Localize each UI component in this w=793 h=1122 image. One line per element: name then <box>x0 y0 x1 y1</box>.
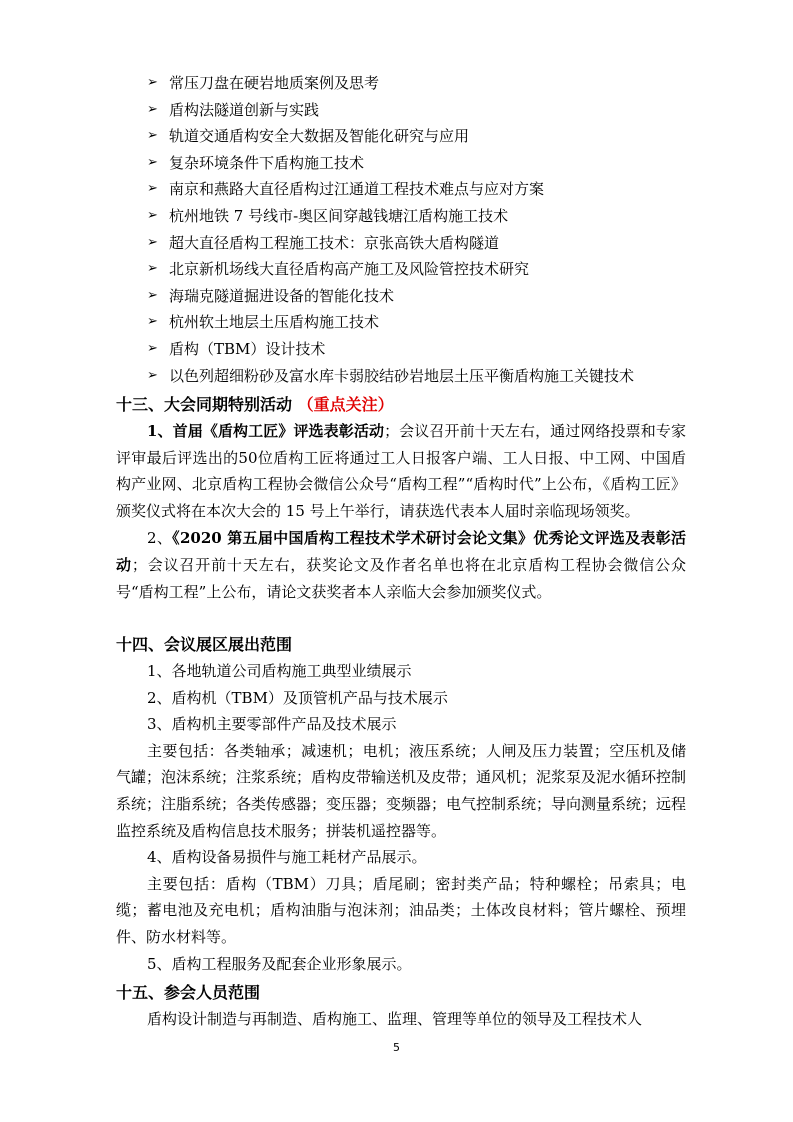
section-13-heading: 十三、大会同期特别活动 （重点关注） <box>116 395 394 414</box>
arrow-bullet-icon: ➢ <box>147 128 158 144</box>
section-15-text: 盾构设计制造与再制造、盾构施工、监理、管理等单位的领导及工程技术人 <box>147 1010 643 1028</box>
exhibit-item-3: 3、盾构机主要零部件产品及技术展示 <box>147 715 397 734</box>
list-item: ➢ 北京新机场线大直径盾构高产施工及风险管控技术研究 <box>147 256 707 283</box>
section-15 <box>116 979 686 1033</box>
section-14-heading: 十四、会议展区展出范围 <box>116 635 293 654</box>
list-item: ➢ 杭州地铁 7 号线市-奥区间穿越钱塘江盾构施工技术 <box>147 203 707 230</box>
arrow-bullet-icon: ➢ <box>147 181 158 197</box>
arrow-bullet-icon: ➢ <box>147 154 158 170</box>
list-item: ➢ 常压刀盘在硬岩地质案例及思考 <box>147 70 707 97</box>
list-item: ➢ 杭州软土地层土压盾构施工技术 <box>147 309 707 336</box>
arrow-bullet-icon: ➢ <box>147 101 158 117</box>
arrow-bullet-icon: ➢ <box>147 367 158 383</box>
arrow-bullet-icon: ➢ <box>147 287 158 303</box>
arrow-bullet-icon: ➢ <box>147 340 158 356</box>
exhibit-item-3-detail: 主要包括：各类轴承；减速机；电机；液压系统；人闸及压力装置；空压机及储气罐；泡沫系统；注浆系统；盾构皮带输送机及皮带；通风机；泥浆泵及泥水循环控制系统；注脂系统；各类传感器；变压器；变频器；电气控制系统；导向测量系统；远程监控系统及盾构信息技术服务；拼装机遥控器等。 <box>116 741 687 840</box>
section-13-paragraph-2: 2、《2020 第五届中国盾构工程技术学术研讨会论文集》优秀论文评选及表彰活动；会议召开前十天左右，获奖论文及作者名单也将在北京盾构工程协会微信公众号“盾构工程”上公布，请论文获奖者本人亲临大会参加颁奖仪式。 <box>116 529 686 601</box>
arrow-bullet-icon: ➢ <box>147 234 158 250</box>
arrow-bullet-icon: ➢ <box>147 75 158 90</box>
list-item: ➢ 海瑞克隧道掘进设备的智能化技术 <box>147 283 707 310</box>
arrow-bullet-icon: ➢ <box>147 261 158 277</box>
exhibit-item-5: 5、盾构工程服务及配套企业形象展示。 <box>147 954 412 973</box>
exhibit-item-2: 2、盾构机（TBM）及顶管机产品与技术展示 <box>147 688 448 707</box>
highlight-tag: （重点关注） <box>297 395 394 414</box>
list-item: ➢ 盾构（TBM）设计技术 <box>147 336 707 363</box>
exhibit-item-4-detail: 主要包括：盾构（TBM）刀具；盾尾刷；密封类产品；特种螺栓；吊索具；电缆；蓄电池及充电机；盾构油脂与泡沫剂；油品类；土体改良材料；管片螺栓、预埋件、防水材料等。 <box>116 874 686 946</box>
section-13-paragraph-1: 1、首届《盾构工匠》评选表彰活动；会议召开前十天左右，通过网络投票和专家评审最后评选出的50位盾构工匠将通过工人日报客户端、工人日报、中工网、中国盾构产业网、北京盾构工程协会微信公众号“盾构工程”“盾构时代”上公布，《盾构工匠》颁奖仪式将在本次大会的 15 号上午举行，请获选代表本人届时亲临现场领奖。 <box>116 422 686 520</box>
list-item: ➢ 超大直径盾构工程施工技术：京张高铁大盾构隧道 <box>147 230 707 257</box>
topic-bullet-list <box>147 70 707 389</box>
arrow-bullet-icon: ➢ <box>147 314 158 330</box>
section-13 <box>116 391 686 605</box>
list-item: ➢ 盾构法隧道创新与实践 <box>147 97 707 124</box>
list-item: ➢ 轨道交通盾构安全大数据及智能化研究与应用 <box>147 123 707 150</box>
exhibit-item-1: 1、各地轨道公司盾构施工典型业绩展示 <box>147 662 412 680</box>
list-item: ➢ 复杂环境条件下盾构施工技术 <box>147 150 707 177</box>
list-item: ➢ 南京和燕路大直径盾构过江通道工程技术难点与应对方案 <box>147 176 707 203</box>
arrow-bullet-icon: ➢ <box>147 207 158 223</box>
section-14 <box>116 631 686 977</box>
section-15-heading: 十五、参会人员范围 <box>116 983 261 1002</box>
page-number: 5 <box>393 1041 400 1054</box>
list-item: ➢ 以色列超细粉砂及富水库卡弱胶结砂岩地层土压平衡盾构施工关键技术 <box>147 363 707 390</box>
exhibit-item-4: 4、盾构设备易损件与施工耗材产品展示。 <box>147 848 427 867</box>
